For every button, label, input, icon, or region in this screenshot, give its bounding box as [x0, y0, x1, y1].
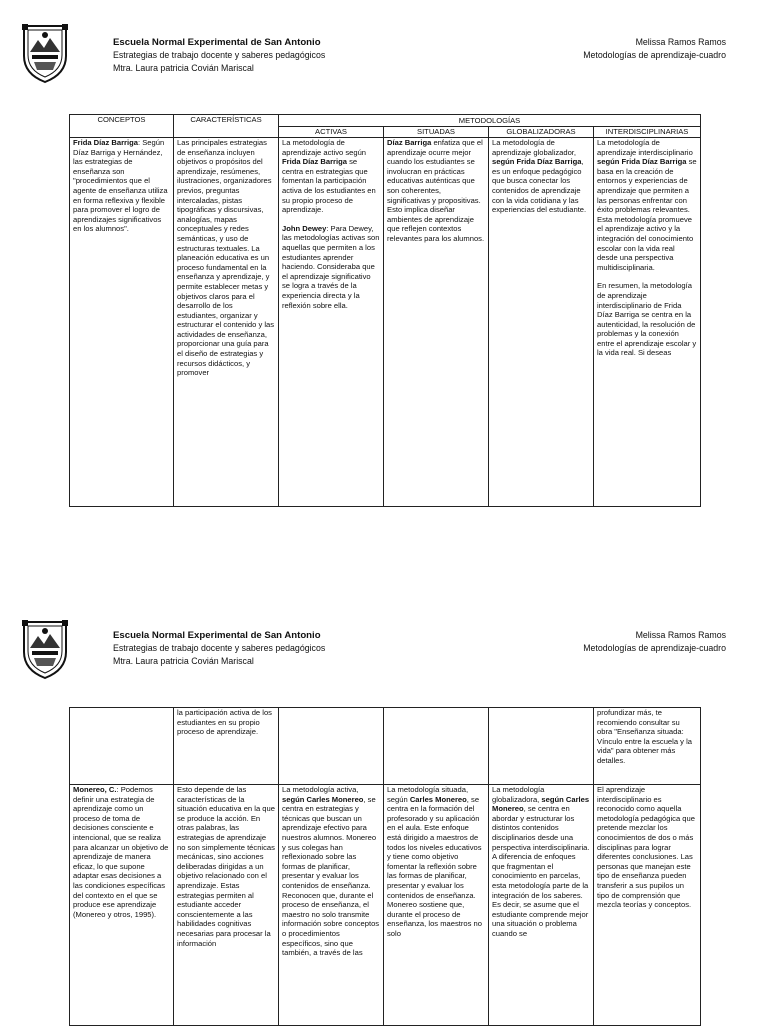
cell-text: La metodología de aprendizaje interdisciplinario [597, 138, 693, 157]
cell-text: En resumen, la metodología de aprendizaje interdisciplinario de Frida Díaz Barriga se centra en la autenticidad, la resolución de problemas y la conexión entre el aprendizaje escolar y la vida real. Si deseas [597, 281, 697, 358]
cell-caracteristicas [174, 138, 279, 507]
cell-activas [279, 785, 384, 1026]
cell-text: se basa en la creación de entornos y experiencias de aprendizaje que permiten a las personas enfrentar con éxito problemas relevantes. Esta metodología promueve el aprendizaje activo y la integración del conocimiento escolar con la vida real desde una perspectiva multidisciplinaria. [597, 157, 697, 272]
cell-interdisciplinarias [594, 785, 701, 1026]
cell-globalizadoras [489, 138, 594, 507]
cell-text: , es un enfoque pedagógico que busca conectar los contenidos de aprendizaje con la vida cotidiana y las experiencias del estudiante. [492, 157, 587, 215]
cell-text: La metodología de aprendizaje globalizador, [492, 138, 577, 157]
author-name: Melissa Ramos Ramos [635, 37, 726, 47]
cell-conceptos [70, 138, 174, 507]
header-left [113, 36, 493, 75]
cell-globalizadoras [489, 785, 594, 1026]
course-name: Estrategias de trabajo docente y saberes pedagógicos [113, 643, 326, 653]
header-situadas: SITUADAS [384, 127, 489, 138]
cell-text: , se centra en la formación del profesorado y su aplicación en el aula. Este enfoque está dirigido a maestros de todos los niveles educativos y tiene como objetivo fomentar la reflexión sobre las formas de planificar, presentar y evaluar los contenidos de enseñanza. Monereo sostiene que, durante el proceso de enseñanza, los maestros no solo [387, 794, 482, 938]
cell-situadas [384, 708, 489, 785]
school-name: Escuela Normal Experimental de San Antonio [113, 37, 321, 48]
cell-text: La metodología situada, según [387, 785, 469, 804]
cell-text: La metodología de aprendizaje activo según [282, 138, 367, 157]
header-left [113, 629, 493, 668]
cell-text: , se centra en abordar y estructurar los distintos contenidos disciplinarios desde una perspectiva interdisciplinaria. A diferencia de enfoques que fragmentan el conocimiento en parcelas, esta metodología parte de la integración de los saberes. Es decir, se asume que el estudiante comprende mejor una situación o problema cuando se [492, 804, 590, 938]
cell-author: según Frida Díaz Barriga [492, 157, 582, 167]
header-activas: ACTIVAS [279, 127, 384, 138]
cell-text: profundizar más, te recomiendo consultar su obra "Enseñanza situada: Vínculo entre la escuela y la vida" para obtener más detalles. [597, 708, 692, 765]
page-gap [0, 560, 768, 600]
header-metodologias: METODOLOGÍAS [279, 115, 701, 127]
cell-interdisciplinarias [594, 708, 701, 785]
cell-activas [279, 138, 384, 507]
cell-author: Carles Monereo [409, 794, 467, 804]
methodologies-table [69, 114, 701, 507]
cell-author: Díaz Barriga [387, 138, 432, 147]
school-crest-logo [20, 618, 70, 680]
cell-conceptos [70, 708, 174, 785]
cell-author: Monereo, C. [73, 785, 117, 794]
cell-text: : Según Díaz Barriga y Hernández, las estrategias de enseñanza son "procedimientos que el agente de enseñanza utiliza en forma reflexiva y flexible para promover el logro de aprendizajes significativos en los alumnos". [73, 138, 168, 234]
header-interdisciplinarias: INTERDISCIPLINARIAS [594, 127, 701, 138]
cell-text: Las principales estrategias de enseñanza incluyen objetivos o propósitos del aprendizaje, resúmenes, ilustraciones, organizadores previos, preguntas intercaladas, pistas tipográficas y discursivas, analogías, mapas conceptuales y redes semánticas, y uso de estructuras textuales. La planeación educativa es un proceso fundamental en la enseñanza y aprendizaje, y permite establecer metas y objetivos claros para el desarrollo de los estudiantes, organizar y estructurar el contenido y las actividades de enseñanza, proporcionar una guía para el diseño de estrategias y recursos didácticos, y promover [177, 138, 275, 378]
teacher-name: Mtra. Laura patricia Covián Mariscal [113, 656, 254, 666]
cell-text: La metodología globalizadora, [492, 785, 545, 804]
document-page-2 [0, 600, 768, 1024]
school-name: Escuela Normal Experimental de San Antonio [113, 630, 321, 641]
cell-author: Frida Díaz Barriga [73, 138, 138, 147]
author-name: Melissa Ramos Ramos [635, 630, 726, 640]
header-caracteristicas: CARACTERÍSTICAS [174, 115, 279, 138]
cell-situadas [384, 138, 489, 507]
school-crest-logo [20, 22, 70, 84]
assignment-title: Metodologías de aprendizaje-cuadro [583, 50, 726, 60]
cell-globalizadoras [489, 708, 594, 785]
cell-author: según Frida Díaz Barriga [597, 157, 687, 167]
header-right [466, 629, 726, 655]
header-globalizadoras: GLOBALIZADORAS [489, 127, 594, 138]
cell-caracteristicas [174, 785, 279, 1026]
cell-caracteristicas [174, 708, 279, 785]
cell-activas [279, 708, 384, 785]
methodologies-table-continued [69, 707, 701, 1026]
cell-author: Frida Díaz Barriga [282, 157, 347, 167]
teacher-name: Mtra. Laura patricia Covián Mariscal [113, 63, 254, 73]
cell-text: La metodología activa, [282, 785, 359, 794]
cell-text: El aprendizaje interdisciplinario es reconocido como aquella metodología pedagógica que pretende mezclar los conocimientos de dos o más disciplinas para lograr diferentes conclusiones. Las personas que manejan este tipo de enseñanza pueden transferir a sus pupilos un tipo de comprensión que mezcla teorías y conceptos. [597, 785, 695, 910]
course-name: Estrategias de trabajo docente y saberes pedagógicos [113, 50, 326, 60]
cell-interdisciplinarias [594, 138, 701, 507]
cell-text: : Podemos definir una estrategia de aprendizaje como un proceso de toma de decisiones consciente e intencional, que se realiza para alcanzar un objetivo de aprendizaje de manera eficaz, lo que supone adaptar esas decisiones a las condiciones específicas del contexto en el que se produce ese aprendizaje (Monereo y otros, 1995). [73, 785, 169, 919]
header-conceptos: CONCEPTOS [70, 115, 174, 138]
header-right [466, 36, 726, 62]
cell-author: según Carles Monereo [282, 794, 364, 804]
cell-text: : Para Dewey, las metodologías activas son aquellas que permiten a los estudiantes aprender haciendo. Consideraba que el aprendizaje significativo se logra a través de la experiencia directa y la reflexión sobre ella. [282, 223, 380, 310]
cell-author: John Dewey [282, 223, 327, 233]
cell-text: Esto depende de las características de la situación educativa en la que se produce la acción. En otras palabras, las estrategias de aprendizaje no son simplemente técnicas mecánicas, sino acciones deliberadas dirigidas a un objetivo relacionado con el aprendizaje. Estas estrategias permiten al estudiante acceder conscientemente a las habilidades cognitivas necesarias para procesar la información [177, 785, 275, 948]
cell-situadas [384, 785, 489, 1026]
cell-text: la participación activa de los estudiantes en su propio proceso de aprendizaje. [177, 708, 272, 737]
cell-text: se centra en estrategias que fomentan la participación activa de los estudiantes en su propio proceso de aprendizaje. [282, 157, 376, 215]
cell-text: , se centra en estrategias y técnicas que buscan un aprendizaje efectivo para nuestros alumnos. Monereo y sus colegas han reflexionado sobre las formas de planificar, presentar y evaluar los contenidos de enseñanza. Reconocen que, durante el proceso de enseñanza, el maestro no solo transmite información sobre conceptos o procedimientos específicos, sino que también, a través de las [282, 794, 380, 958]
cell-conceptos [70, 785, 174, 1026]
cell-text: enfatiza que el aprendizaje ocurre mejor cuando los estudiantes se involucran en prácticas educativas auténticas que son coherentes, significativas y propositivas. Esto implica diseñar ambientes de aprendizaje que reflejen contextos relevantes para los alumnos. [387, 138, 485, 243]
assignment-title: Metodologías de aprendizaje-cuadro [583, 643, 726, 653]
cell-author: según Carles Monereo [492, 794, 590, 814]
